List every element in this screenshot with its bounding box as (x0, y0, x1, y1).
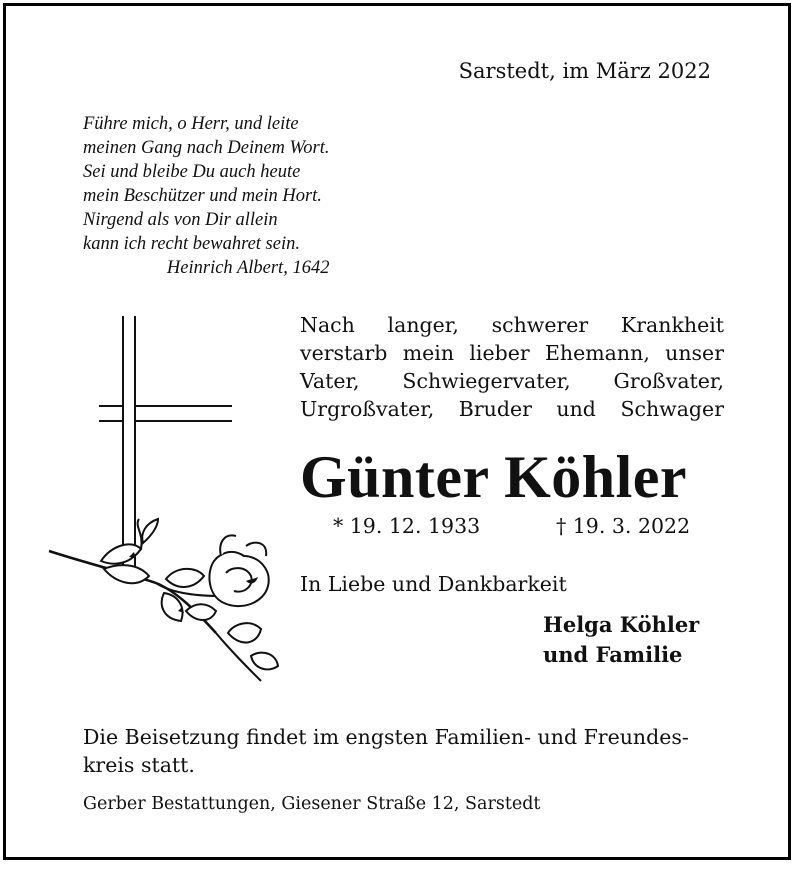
poem-line: mein Beschützer und mein Hort. (83, 186, 322, 206)
cross-with-rose-icon (46, 311, 296, 706)
mourners (543, 610, 699, 670)
poem-author: Heinrich Albert, 1642 (166, 258, 330, 278)
poem (83, 112, 329, 280)
deceased-name: Günter Köhler (300, 444, 688, 510)
birth-date: * 19. 12. 1933 (333, 514, 481, 538)
obituary-notice (3, 3, 791, 860)
burial-line: kreis statt. (83, 753, 195, 777)
announcement-line: verstarb mein lieber Ehemann, unser (300, 341, 724, 365)
announcement-line: Urgroßvater, Bruder und Schwager (300, 397, 724, 421)
burial-line: Die Beisetzung findet im engsten Familien- und Freundes- (83, 725, 689, 749)
undertaker-address: Gerber Bestattungen, Giesener Straße 12, Sarstedt (83, 794, 541, 814)
announcement-line: Nach langer, schwerer Krankheit (300, 313, 724, 337)
thanks-line: In Liebe und Dankbarkeit (300, 572, 567, 596)
announcement-text (300, 311, 724, 423)
announcement-line: Vater, Schwiegervater, Großvater, (300, 369, 724, 393)
poem-line: kann ich recht bewahret sein. (83, 234, 300, 254)
burial-notice (83, 723, 724, 779)
mourner-name: Helga Köhler (543, 612, 700, 637)
poem-line: Nirgend als von Dir allein (83, 210, 278, 230)
poem-line: meinen Gang nach Deinem Wort. (83, 138, 330, 158)
poem-line: Führe mich, o Herr, und leite (83, 114, 299, 134)
poem-line: Sei und bleibe Du auch heute (83, 162, 301, 182)
death-date: † 19. 3. 2022 (556, 514, 691, 538)
place-date: Sarstedt, im März 2022 (458, 59, 711, 83)
mourner-family: und Familie (543, 642, 683, 667)
